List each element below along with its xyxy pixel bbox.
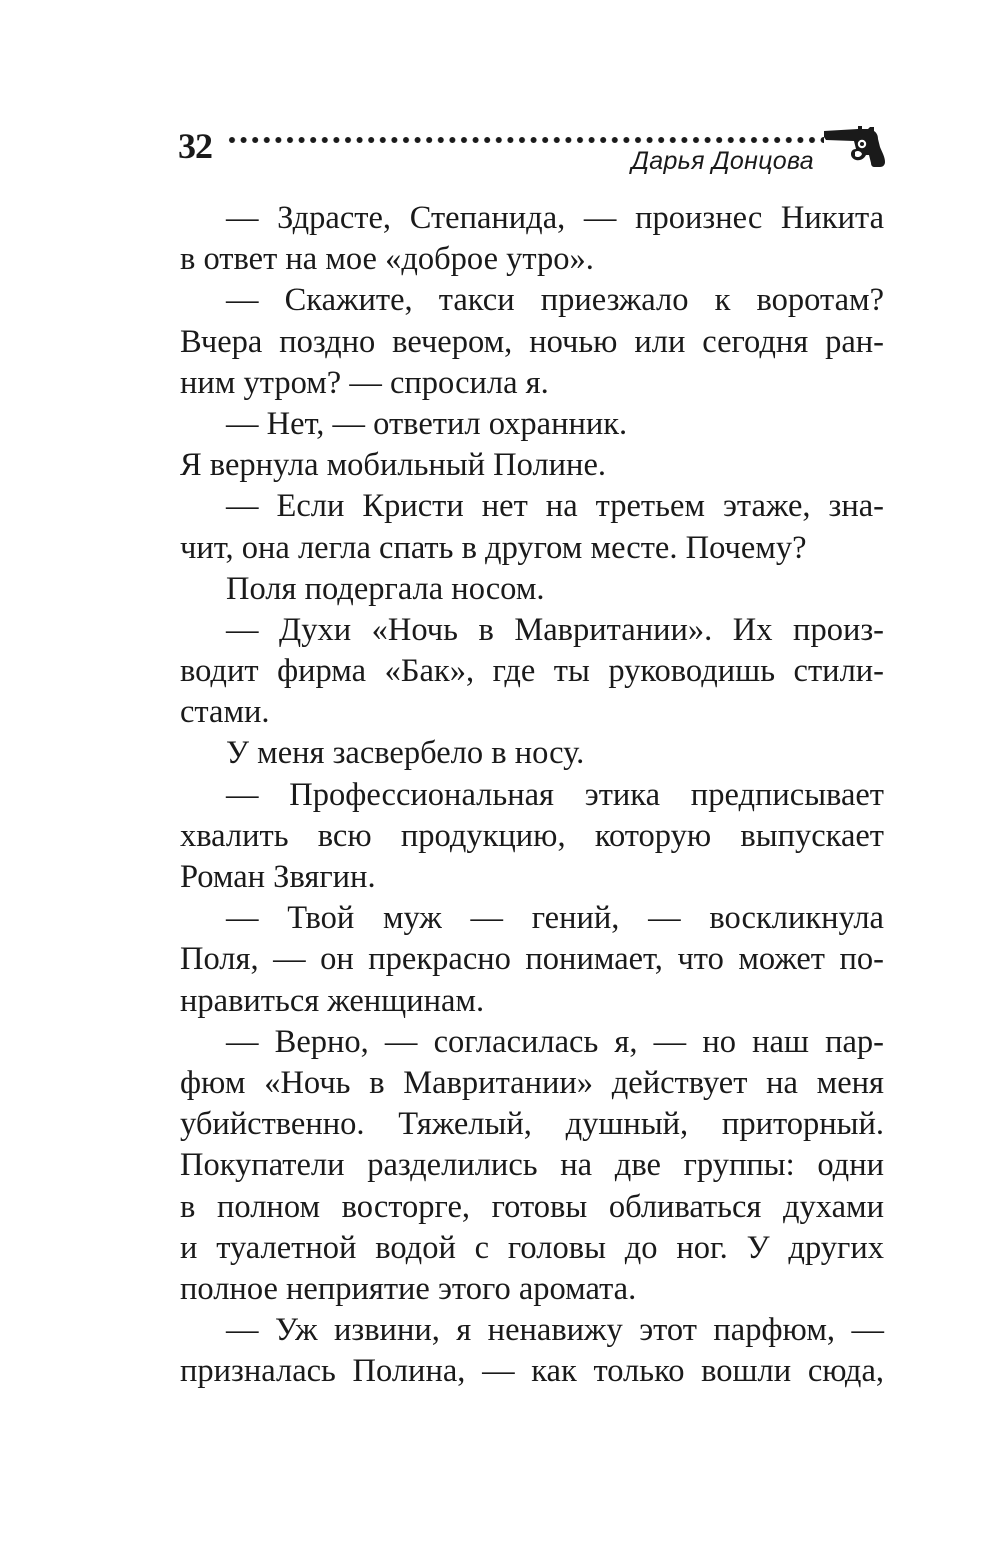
text-line: ним утром? — спросила я. bbox=[180, 364, 549, 401]
author-name: Дарья Донцова bbox=[631, 147, 814, 175]
text-line: чит, она легла спать в другом месте. Почему? bbox=[180, 529, 807, 566]
text-line: стами. bbox=[180, 694, 270, 731]
text-line: — Духи «Ночь в Мавритании». Их произ- bbox=[226, 611, 884, 648]
text-line: убийственно. Тяжелый, душный, приторный. bbox=[180, 1106, 884, 1143]
page-number: 32 bbox=[178, 126, 212, 166]
text-line: и туалетной водой с головы до ног. У других bbox=[180, 1229, 884, 1266]
text-line: — Профессиональная этика предписывает bbox=[226, 776, 884, 813]
text-line: полное неприятие этого аромата. bbox=[180, 1270, 637, 1307]
text-line: У меня засвербело в носу. bbox=[226, 735, 585, 772]
text-line: Роман Звягин. bbox=[180, 859, 376, 895]
dotted-rule bbox=[228, 134, 824, 146]
text-line: — Скажите, такси приезжало к воротам? bbox=[226, 282, 884, 319]
text-line: — Твой муж — гений, — воскликнула bbox=[226, 900, 884, 937]
text-line: Поля подергала носом. bbox=[226, 570, 545, 607]
text-line: в ответ на мое «доброе утро». bbox=[180, 241, 594, 278]
text-line: нравиться женщинам. bbox=[180, 982, 485, 1019]
text-line: фюм «Ночь в Мавритании» действует на меня bbox=[180, 1064, 884, 1101]
text-line: — Нет, — ответил охранник. bbox=[226, 405, 628, 442]
revolver-icon bbox=[824, 125, 886, 167]
running-header bbox=[178, 120, 888, 190]
text-line: Поля, — он прекрасно понимает, что может по- bbox=[180, 941, 884, 978]
text-line: хвалить всю продукцию, которую выпускает bbox=[180, 817, 884, 854]
text-line: призналась Полина, — как только вошли сюда, bbox=[180, 1353, 884, 1390]
text-line: Я вернула мобильный Полине. bbox=[180, 447, 606, 484]
text-line: Покупатели разделились на две группы: одни bbox=[180, 1147, 884, 1184]
text-line: водит фирма «Бак», где ты руководишь стили- bbox=[180, 653, 884, 690]
text-line: — Уж извини, я ненавижу этот парфюм, — bbox=[226, 1312, 884, 1349]
body-text bbox=[180, 198, 884, 1392]
text-line: — Верно, — согласилась я, — но наш пар- bbox=[226, 1023, 884, 1060]
text-line: — Здрасте, Степанида, — произнес Никита bbox=[226, 200, 884, 236]
text-line: в полном восторге, готовы обливаться духами bbox=[180, 1188, 884, 1225]
text-line: Вчера поздно вечером, ночью или сегодня ран- bbox=[180, 323, 884, 360]
text-line: — Если Кристи нет на третьем этаже, зна- bbox=[226, 488, 884, 525]
